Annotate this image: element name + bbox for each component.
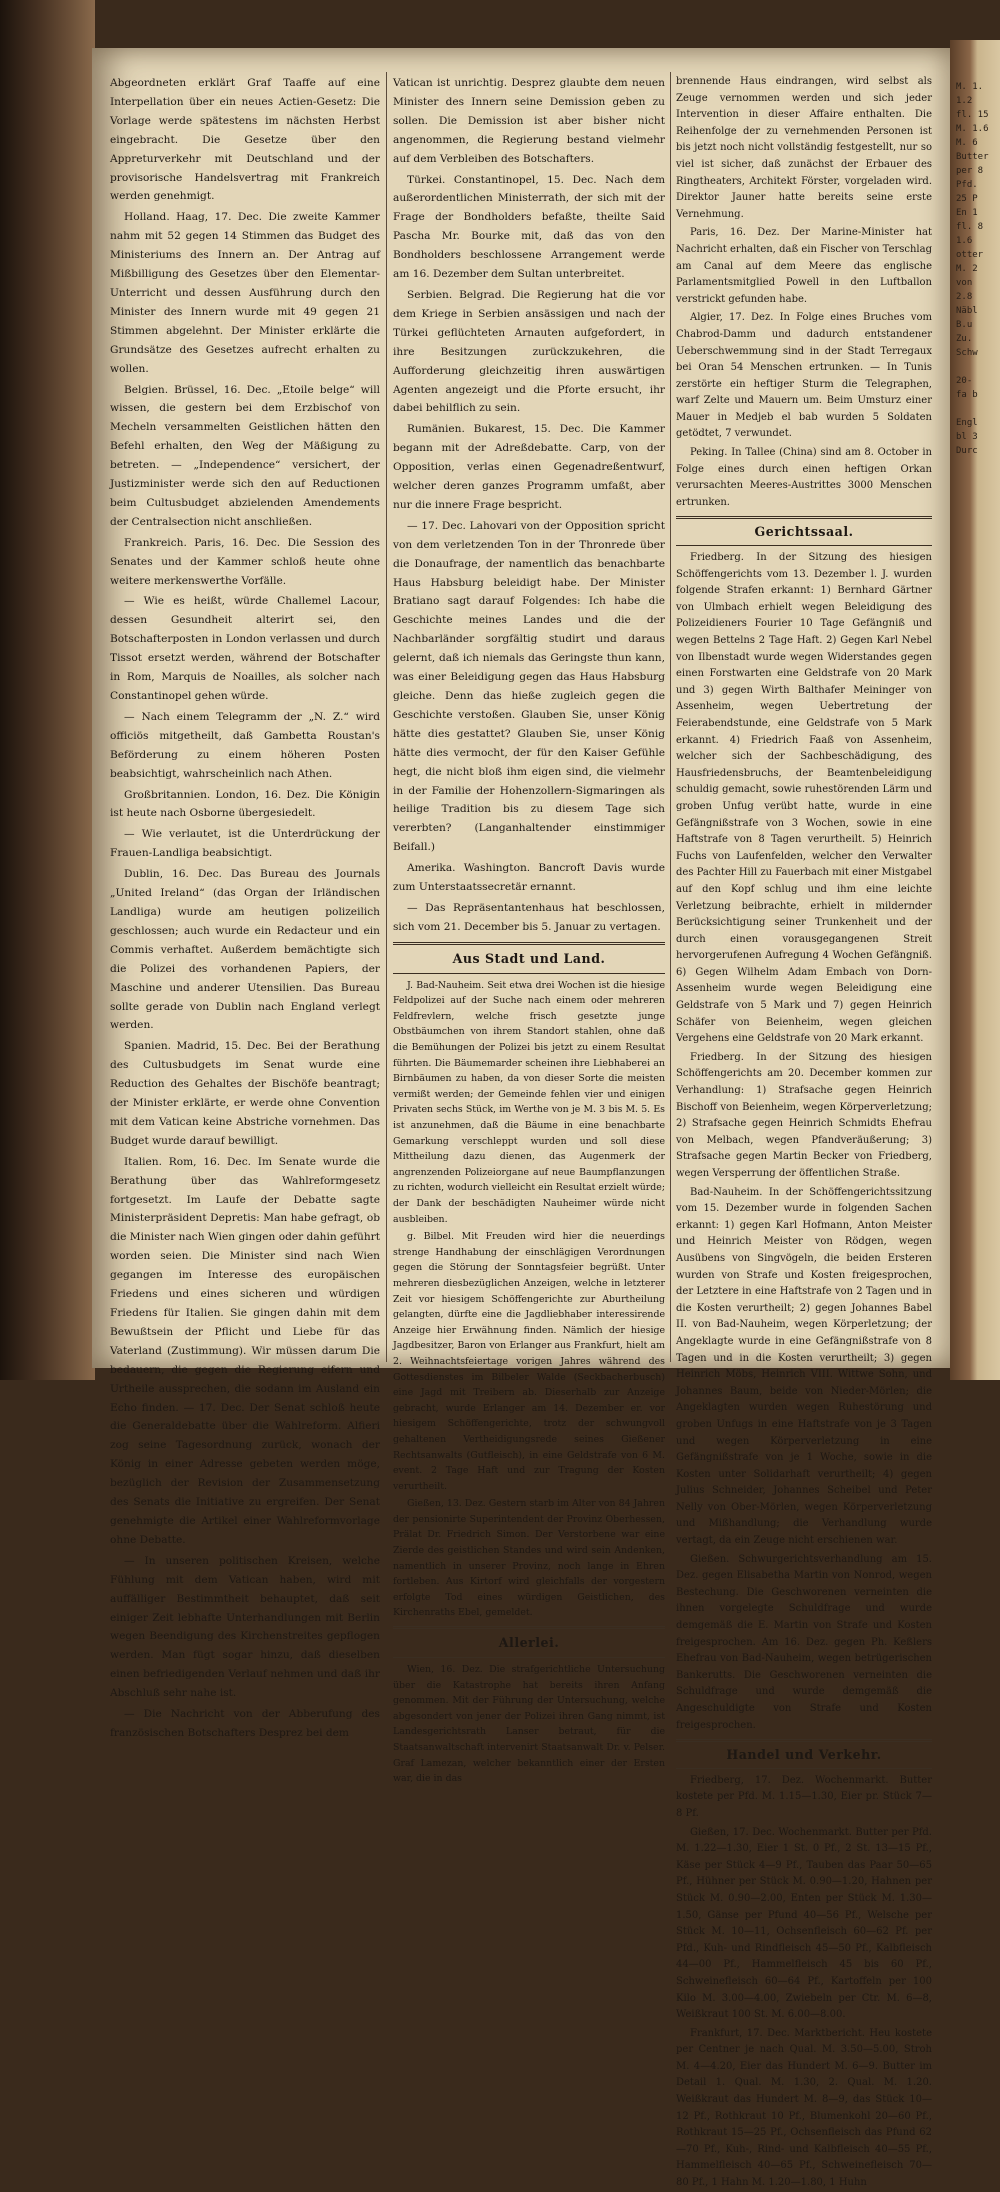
section-divider [393,973,665,974]
article-paragraph: Abgeordneten erklärt Graf Taaffe auf eine Interpellation über ein neues Actien-Gesetz: Die Vorlage werde spätestens im nächsten Herbst eingebracht. Die Gesetze über den Appreturverkehr mit Deutschland und der provisorische Handelsvertrag mit Frankreich werden genehmigt. [110,77,380,203]
market-report: Frankfurt, 17. Dec. Marktbericht. Heu kostete per Centner je nach Qual. M. 3.50—5.00, Stroh M. 4—4.20, Eier das Hundert M. 6—9. Butter im Detail 1. Qual. M. 1.30, 2. Qual. M. 1.20. Weißkraut das Hundert M. 8—9, das Stück 10—12 Pf., Rothkraut 10 Pf., Blumenkohl 20—60 Pf., Rothkraut 15—25 Pf., Ochsenfleisch das Pfund 62—70 Pf., Kuh-, Rind- und Kalbfleisch 40—55 Pf., Hammelfleisch 40—65 Pf., Schweinefleisch 70—80 Pf., 1 Hahn M. 1.20—1.80, 1 Huhn [676,2027,932,2189]
court-item: Friedberg. In der Sitzung des hiesigen Schöffengerichts vom 13. Dezember l. J. wurden folgende Strafen erkannt: 1) Bernhard Gärtner von Ulmbach erhielt wegen Beleidigung des Polizeidieners Fourier 10 Tage Gefängniß und wegen Bettelns 2 Tage Haft. 2) Gegen Karl Nebel von Ilbenstadt wurde wegen Widerstandes gegen einen Forstwarten eine Geldstrafe von 20 Mark und 3) gegen Wirth Balthafer Meininger von Assenheim, wegen Uebertretung der Feierabendstunde, eine Geldstrafe von 5 Mark erkannt. 4) Friedrich Faaß von Assenheim, welcher sich der Sachbeschädigung, des Hausfriedensbruchs, der Beamtenbeleidigung schuldig gemacht, sowie ruhestörenden Lärm und groben Unfug verübt hatte, wurde in eine Gefängnißstrafe von 3 Wochen, sowie in eine Haftstrafe von 8 Tagen verurtheilt. 5) Heinrich Fuchs von Laufenfelden, welcher den Verwalter des Pachter Hill zu Fauerbach mit einer Mistgabel auf den Kopf schlug und ihm eine leichte Verletzung beibrachte, erhielt in mildernder Berücksichtigung seiner Trunkenheit und der durch einen vorausgegangenen Streit hervorgerufenen Aufregung 4 Wochen Gefängniß. 6) Gegen Wilhelm Adam Embach von Dorn-Assenheim wurde wegen Beleidigung eine Geldstrafe von 5 Mark und 7) gegen Heinrich Schäfer von Beienheim, wegen gleichen Vergehens eine Geldstrafe von 20 Mark erkannt. [676,552,932,1045]
article-italien: Italien. Rom, 16. Dec. Im Senate wurde die Berathung über das Wahlreformgesetz fortgesetzt. Im Laufe der Debatte sagte Ministerpräsident Depretis: Man habe gefragt, ob die Minister nach Wien gingen oder dahin geführt worden seien. Die Minister sind nach Wien gegangen im Interesse des europäischen Friedens und eines sicheren und würdigen Friedens für Italien. Sie gingen dahin mit dem Bewußtsein der Pflicht und Liebe für das Vaterland (Zustimmung). Wir müssen darum Die bedauern, die gegen die Regierung eifern und Urtheile aussprechen, die sodann im Ausland ein Echo finden. — 17. Dec. Der Senat schloß heute die Generaldebatte über die Wahlreform. Alfieri zog seine Tagesordnung zurück, wonach der König in einer Adresse gebeten werden möge, bezüglich der Revision der Zusammensetzung des Senats die Initiative zu ergreifen. Der Senat genehmigte die Artikel einer Wahlreformvorlage ohne Debatte. [110,1155,380,1546]
section-divider [676,516,932,519]
misc-news-item: Wien, 16. Dez. Die strafgerichtliche Untersuchung über die Katastrophe hat bereits ihren Anfang genommen. Mit der Führung der Untersuchung, welche abgesondert von jener der Polizei ihren Gang nimmt, ist Landesgerichtsrath Lanser betraut, für die Staatsanwaltschaft intervenirt Staatsanwalt Dr. v. Pelser. Graf Lamezan, welcher bekanntlich einer der Ersten war, die in das [393,1663,665,1785]
section-heading-local: Aus Stadt und Land. [452,950,606,966]
column-rule [386,72,387,1362]
article-peking: Peking. In Tallee (China) sind am 8. October in Folge eines durch einen heftigen Orkan verursachten Meeres-Austrittes 3000 Menschen ertrunken. [676,447,932,508]
section-divider [393,1626,665,1629]
section-divider [676,1739,932,1742]
book-binding [0,0,95,1380]
article-paragraph: — 17. Dec. Lahovari von der Opposition spricht von dem verletzenden Ton in der Thronrede über die Donaufrage, der namentlich das benachbarte Haus Habsburg beleidigt habe. Der Minister Bratiano sagt darauf Folgendes: Ich habe die Geschichte meines Landes und die der Nachbarländer sorgfältig studirt und daraus gelernt, daß ich niemals das Geringste thun kann, was einer Beleidigung gegen das Haus Habsburg gleiche. Denn das hieße zugleich gegen die Geschichte verstoßen. Glauben Sie, unser König hätte dies gestattet? Glauben Sie, unser König hätte dies vermocht, der für den Kaiser Gefühle hegt, die nicht bloß ihm eigen sind, die vielmehr in der Familie der Hohenzollern-Sigmaringen als heilige Tradition bis zu diesem Tage sich vererbten? (Langanhaltender einstimmiger Beifall.) [393,519,665,854]
article-spanien: Spanien. Madrid, 15. Dec. Bei der Berathung des Cultusbudgets im Senat wurde eine Reduction des Gehaltes der Bischöfe beantragt; der Minister erklärte, er werde ohne Convention mit dem Vatican keine Abstriche vornehmen. Das Budget wurde darauf bewilligt. [110,1040,380,1147]
article-paragraph: — Das Repräsentantenhaus hat beschlossen, sich vom 21. December bis 5. Januar zu vertagen. [393,901,665,933]
article-paragraph: — In unseren politischen Kreisen, welche Fühlung mit dem Vatican haben, wird mit auffälliger Bestimmtheit behauptet, daß seit einiger Zeit lebhafte Unterhandlungen mit Berlin wegen Beendigung des Kirchenstreites gepflogen werden. Man fügt sogar hinzu, daß dieselben einen befriedigenden Verlauf nehmen und daß ihr Abschluß sehr nahe ist. [110,1554,380,1700]
article-paragraph: — Die Nachricht von der Abberufung des französischen Botschafters Desprez bei dem [110,1708,380,1739]
facing-page-text: M. 1. 1.2 fl. 15 M. 1.6 M. 6 Butter per 8 Pfd. 25 P En 1 fl. 8 1.6 otter M. 2 von 2.8 Näbl B.u Zu. Schw 20- fa b Engl bl 3 Durc [956,82,989,456]
article-paragraph: brennende Haus eindrangen, wird selbst als Zeuge vernommen werden und sich jeder Intervention in dieser Affaire enthalten. Die Reihenfolge der zu vernehmenden Personen ist bis jetzt noch nicht vollständig festgestellt, nur so viel ist sicher, daß zunächst der Erbauer des Ringtheaters, Architekt Förster, vorgeladen wird. Direktor Jauner hatte bereits seine erste Vernehmung. [676,76,932,220]
article-paragraph: — Wie verlautet, ist die Unterdrückung der Frauen-Landliga beabsichtigt. [110,828,380,860]
court-item: Bad-Nauheim. In der Schöffengerichtssitzung vom 15. Dezember wurde in folgenden Sachen erkannt: 1) gegen Karl Hofmann, Anton Meister und Heinrich Meister von Rödgen, wegen Ausübens von Singvögeln, die beiden Ersteren wurden von Strafe und Kosten freigesprochen, der Letztere in eine Haftstrafe von 2 Tagen und in die Kosten verurtheilt; 2) gegen Johannes Babel II. von Bad-Nauheim, wegen Körperletzung; der Angeklagte wurde in eine Gefängnißstrafe von 8 Tagen und in die Kosten verurtheilt; 3) gegen Heinrich Möbs, Heinrich VIII. Wittwe Sohn, und Johannes Baum, beide von Nieder-Mörlen; die Angeklagten wurden wegen Ruhestörung und groben Unfugs in eine Haftstrafe von je 3 Tagen und wegen Körperverletzung in eine Gefängnißstrafe von je 1 Woche, sowie in die Kosten unter Solidarhaft verurtheilt; 4) gegen Julius Schneider, Johannes Scheibel und Peter Nelly von Ober-Mörlen, wegen Körperverletzung und Mißhandlung; die Verhandlung wurde vertagt, da ein Zeuge nicht erschienen war. [676,1186,932,1547]
section-divider [393,1657,665,1658]
article-paragraph: Vatican ist unrichtig. Desprez glaubte dem neuen Minister des Innern seine Demission geben zu sollen. Die Demission ist aber bisher nicht angenommen, die Regierung bestand vielmehr auf dem Verbleiben des Botschafters. [393,77,665,165]
article-paris: Paris, 16. Dez. Der Marine-Minister hat Nachricht erhalten, daß ein Fischer von Terschlag am Canal auf dem Meere das englische Parlamentsmitglied Powell in den Luftballon verstrickt gefunden habe. [676,227,932,305]
article-amerika: Amerika. Washington. Bancroft Davis wurde zum Unterstaatssecretär ernannt. [393,862,665,894]
article-tuerkei: Türkei. Constantinopel, 15. Dec. Nach dem außerordentlichen Ministerrath, der sich mit der Frage der Bondholders befaßte, theilte Said Pascha Mr. Bourke mit, daß das von den Bondholders beschlossene Arrangement werde am 16. Dezember dem Sultan unterbreitet. [393,173,665,281]
section-divider [676,1768,932,1769]
article-holland: Holland. Haag, 17. Dec. Die zweite Kammer nahm mit 52 gegen 14 Stimmen das Budget des Ministeriums des Innern an. Der Antrag auf Mißbilligung des Gesetzes über den Elementar-Unterricht und dessen Ausführung durch den Minister des Innern wurde mit 49 gegen 21 Stimmen abgelehnt. Der Minister erklärte die Grundsätze des Gesetzes aufrecht erhalten zu wollen. [110,211,380,375]
court-item: Friedberg. In der Sitzung des hiesigen Schöffengerichts am 20. December kommen zur Verhandlung: 1) Strafsache gegen Heinrich Bischoff von Beienheim, wegen Körperverletzung; 2) Strafsache gegen Heinrich Schmidts Ehefrau von Melbach, wegen Pfandveräußerung; 3) Strafsache gegen Martin Becker von Friedberg, wegen Versperrung der öffentlichen Straße. [676,1051,932,1179]
article-paragraph: — Nach einem Telegramm der „N. Z.“ wird officiös mitgetheilt, daß Gambetta Roustan's Beförderung zu einem höheren Posten beabsichtigt, wahrscheinlich nach Athen. [110,710,380,780]
article-belgien: Belgien. Brüssel, 16. Dec. „Etoile belge“ will wissen, die gestern bei dem Erzbischof von Mecheln versammelten Geistlichen hätten den Befehl erhalten, den Weg der Mäßigung zu betreten. — „Independence“ versichert, der Justizminister werde sich den auf Reductionen beim Cultusbudget abzielenden Amendements der Centralsection nicht anschließen. [110,383,380,528]
local-news-item: g. Bilbel. Mit Freuden wird hier die neuerdings strenge Handhabung der einschlägigen Verordnungen gegen die Störung der Sonntagsfeier begrüßt. Unter mehreren diesbezüglichen Anzeigen, welche in letzterer Zeit vor hiesigem Schöffengerichte zur Aburtheilung gelangten, dürfte eine die Jagdliebhaber interessirende Anzeige hier Erwähnung finden. Nämlich der hiesige Jagdbesitzer, Baron von Erlanger aus Frankfurt, hielt am 2. Weihnachtsfeiertage vorigen Jahres während des Gottesdienstes im Bilbeler Walde (Seckbacherbusch) eine Jagd mit Treibern ab. Dieserhalb zur Anzeige gebracht, wurde Erlanger am 14. Dezember er. vor hiesigem Schöffengerichte, trotz der schwungvoll gehaltenen Vertheidigungsrede seines Gießener Rechtsanwalts (Gutfleisch), in eine Geldstrafe von 6 M. event. 2 Tage Haft und zur Tragung der Kosten verurtheilt. [393,1231,665,1492]
article-serbien: Serbien. Belgrad. Die Regierung hat die vor dem Kriege in Serbien ansässigen und nach der Türkei geflüchteten Arnauten aufgefordert, in ihre Besitzungen zurückzukehren, die Aufforderung gleichzeitig ihren auswärtigen Agenten angezeigt und die Pforte ersucht, ihr dabei behilflich zu sein. [393,288,665,415]
article-frankreich: Frankreich. Paris, 16. Dec. Die Session des Senates und der Kammer schloß heute ohne weitere merkenswerthe Vorfälle. [110,536,380,587]
article-dublin: Dublin, 16. Dec. Das Bureau des Journals „United Ireland“ (das Organ der Irländischen Landliga) wurde am heutigen polizeilich geschlossen; auch wurde ein Redacteur und ein Commis verhaftet. Außerdem bemächtigte sich die Polizei des vorhandenen Papiers, der Maschine und anderer Utensilien. Das Bureau sollte gerade von Dublin nach England verlegt werden. [110,868,380,1032]
local-news-item: J. Bad-Nauheim. Seit etwa drei Wochen ist die hiesige Feldpolizei auf der Suche nach einem oder mehreren Feldfrevlern, welche frisch gesetzte junge Obstbäumchen von ihrem Standort stahlen, ohne daß die Bemühungen der Polizei bis jetzt zu einem Resultat führten. Die Bäumemarder scheinen ihre Liebhaberei an Birnbäumen zu haben, da von dieser Sorte die meisten vermißt werden; der Gemeinde fehlen vier und einigen Privaten sechs Stück, im Werthe von je M. 3 bis M. 5. Es ist anzunehmen, daß die Bäume in eine benachbarte Gemarkung verschleppt wurden und soll diese Mittheilung dazu dienen, das Augenmerk der angrenzenden Polizeiorgane auf neue Baumpflanzungen zu richten, wodurch vielleicht ein Resultat erzielt würde; der Dank der beschädigten Nauheimer würde nicht ausbleiben. [393,979,665,1225]
section-divider [676,545,932,546]
section-heading-trade: Handel und Verkehr. [726,1747,882,1763]
section-divider [393,942,665,945]
local-news-item: Gießen, 13. Dez. Gestern starb im Alter von 84 Jahren der pensionirte Superintendent der Provinz Oberhessen, Prälat Dr. Friedrich Simon. Der Verstorbene war eine Zierde des geistlichen Standes und wird sein Andenken, namentlich in unserer Provinz, noch lange in Ehren fortleben. Aus Kirtorf wird gleichfalls der vorgestern erfolgte Tod eines würdigen Geistlichen, des Kirchenraths Ebel, gemeldet. [393,1498,665,1619]
column-3 [676,74,932,2189]
column-1 [110,74,380,1739]
section-heading-misc: Allerlei. [498,1635,560,1651]
column-2 [393,74,665,1785]
article-algier: Algier, 17. Dez. In Folge eines Bruches vom Chabrod-Damm und dadurch entstandener Ueberschwemmung sind in der Stadt Terregaux bei Oran 54 Menschen ertrunken. — In Tunis zerstörte ein heftiger Sturm die Telegraphen, warf Zelte und Mauern um. Beim Umsturz einer Mauer in Medjeb el bab wurden 5 Soldaten getödtet, 7 verwundet. [676,312,932,440]
section-heading-court: Gerichtssaal. [754,524,854,540]
article-grossbritannien: Großbritannien. London, 16. Dez. Die Königin ist heute nach Osborne übergesiedelt. [110,788,380,820]
facing-page-edge [950,40,1000,1380]
column-rule [670,72,671,1362]
court-item: Gießen. Schwurgerichtsverhandlung am 15. Dez. gegen Elisabetha Martin von Nonrod, wegen Bestechung. Die Geschworenen verneinten die ihnen vorgelegte Schuldfrage und wurde demgemäß die E. Martin von Strafe und Kosten freigesprochen. Am 16. Dez. gegen Ph. Keßlers Ehefrau von Bad-Nauheim, wegen betrügerischen Bankerutts. Die Geschworenen verneinten die Schuldfrage und wurde demgemäß die Angeschuldigte von Strafe und Kosten freigesprochen. [676,1553,932,1731]
article-rumaenien: Rumänien. Bukarest, 15. Dec. Die Kammer begann mit der Adreßdebatte. Carp, von der Opposition, verlas einen Gegenadreßentwurf, welcher deren ganzes Programm umfaßt, aber nur die innere Frage bespricht. [393,423,665,511]
market-report: Friedberg, 17. Dez. Wochenmarkt. Butter kostete per Pfd. M. 1.15—1.30, Eier pr. Stück 7—8 Pf. [676,1774,932,1819]
market-report: Gießen, 17. Dec. Wochenmarkt. Butter per Pfd. M. 1.22—1.30, Eier 1 St. 0 Pf., 2 St. 13—15 Pf., Käse per Stück 4—9 Pf., Tauben das Paar 50—65 Pf., Hühner per Stück M. 0.90—1.20, Hahnen per Stück M. 0.90—2.00, Enten per Stück M. 1.30—1.50, Gänse per Pfund 40—56 Pf., Welsche per Stück M. 10—11, Ochsenfleisch 60—62 Pf. per Pfd., Kuh- und Rindfleisch 45—50 Pf., Kalbfleisch 44—00 Pf., Hammelfleisch 45 bis 60 Pf., Schweinefleisch 60—64 Pf., Kartoffeln per 100 Kilo M. 3.00—4.00, Zwiebeln per Ctr. M. 6—8, Weißkraut 100 St. M. 6.00—8.00. [676,1826,932,2021]
article-paragraph: — Wie es heißt, würde Challemel Lacour, dessen Gesundheit alterirt sei, den Botschafterposten in London verlassen und durch Tissot ersetzt werden, während der Botschafter in Rom, Marquis de Noailles, als solcher nach Constantinopel gehen würde. [110,595,380,702]
